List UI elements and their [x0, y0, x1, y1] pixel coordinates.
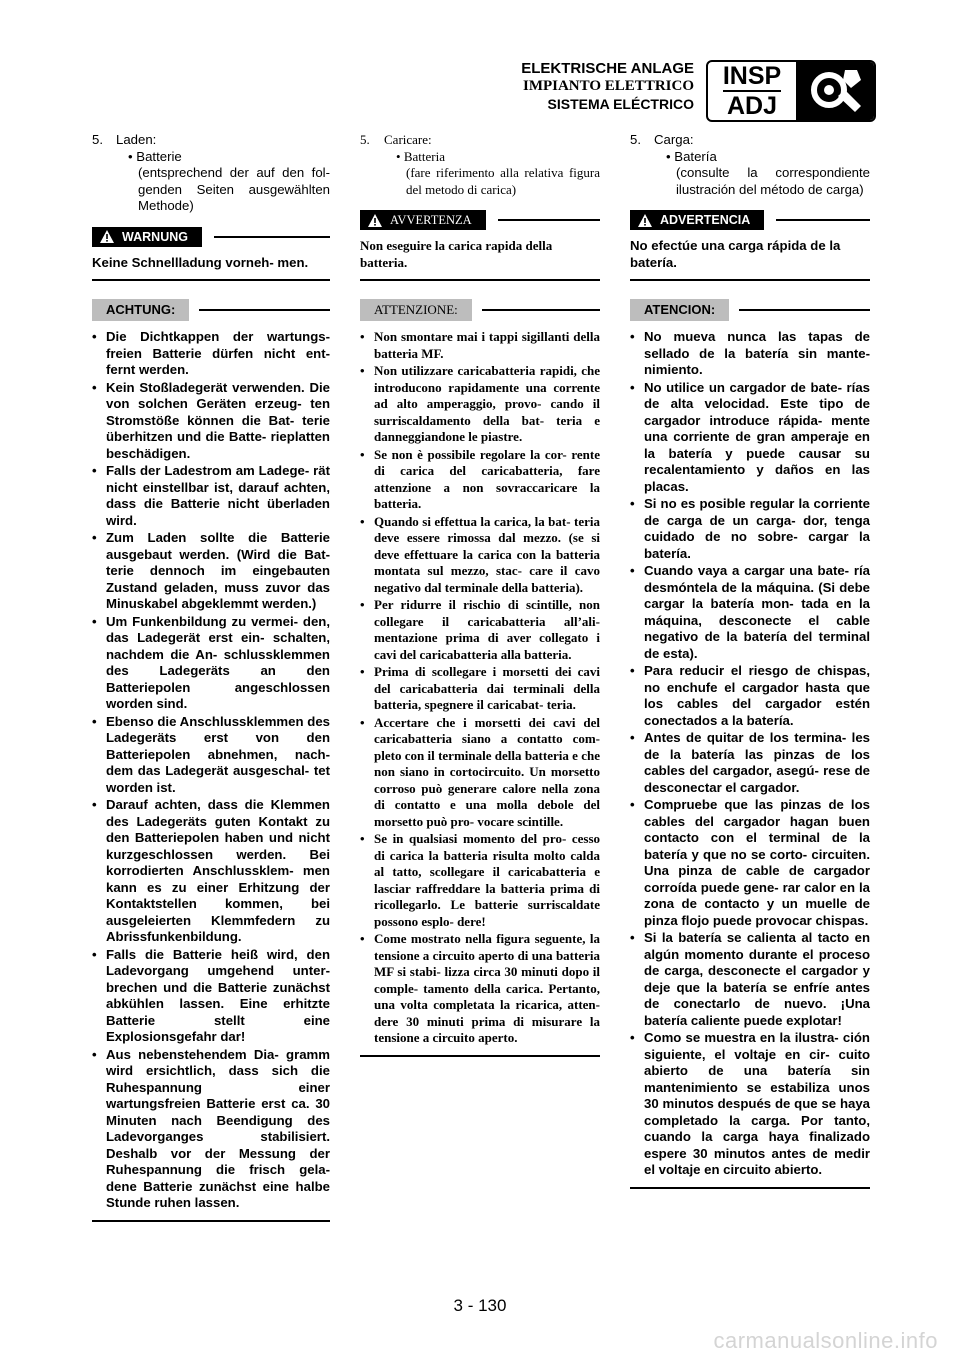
- list-item: • Non utilizzare caricabatteria rapidi, che introducono rapidamente una corrente ad alto amperaggio, provo- cando il surriscaldamento della bat- teria e danneggiandone le piastre.: [360, 363, 600, 446]
- step-charge: [92, 132, 330, 215]
- list-item: • Accertare che i morsetti dei cavi del caricabatteria siano a contatto com- pleto con il terminale della batteria e che non siano in cortocircuito. Un morsetto corroso può generare calore nella zona di contatto e una molla debole del morsetto può pro- vocare scintille.: [360, 715, 600, 831]
- step-sub-item: • Batteria: [396, 148, 445, 164]
- caution-box: [630, 299, 870, 1189]
- section-code-box: [706, 60, 876, 122]
- list-item: • Darauf achten, dass die Klemmen des Ladegeräts guten Kontakt zu den Batteriepolen haben und nicht kurzgeschlossen werden. Bei korrodierten Anschlussklem- men kann es zu einer Erhitzung der Kontaktstellen kommen, bei ausgeleierten Klemmfedern zu Abrissfunkenbildung.: [92, 797, 330, 946]
- section-code: [708, 62, 796, 120]
- caution-list: [630, 329, 870, 1179]
- list-item: • Non smontare mai i tappi sigillanti della batteria MF.: [360, 329, 600, 362]
- caution-box: [360, 299, 600, 1057]
- list-item: • Come mostrato nella figura seguente, la tensione a circuito aperto di una batteria MF si stabi- lizza circa 30 minuti dopo il comple- tamento della carica. Pertanto, una volta completata la ricarica, atten- dere 30 minuti prima di misurare la tensione a circuito aperto.: [360, 931, 600, 1047]
- list-item: • Um Funkenbildung zu vermei- den, das Ladegerät erst ein- schalten, nachdem die An- schlussklemmen des Ladegeräts an den Batteriepolen angeschlossen worden sind.: [92, 614, 330, 713]
- step-sub-item: • Batterie: [128, 148, 182, 164]
- section-title-es: SISTEMA ELÉCTRICO: [547, 96, 694, 112]
- warning-text: No efectúe una carga rápida de la batería.: [630, 238, 841, 270]
- step-number: 5.: [92, 132, 103, 147]
- section-title-de: ELEKTRISCHE ANLAGE: [521, 60, 694, 77]
- warning-box: [630, 210, 870, 281]
- list-item: • Para reducir el riesgo de chispas, no enchufe el cargador hasta que los cables del cargador estén conectados a la batería.: [630, 663, 870, 729]
- list-item: • Compruebe que las pinzas de los cables del cargador hagan buen contacto con el terminal de la batería y que no se corto- circuiten. Una pinza de cable de cargador corroída puede gene- rar calor en la zona de contacto y un muelle de pinza flojo puede provocar chispas.: [630, 797, 870, 929]
- list-item: • Quando si effettua la carica, la bat- teria deve essere rimossa dal mezzo. (se si deve effettuare la carica con la batteria montata sul mezzo, stac- care il cavo negativo dal terminale della batteria).: [360, 514, 600, 597]
- caution-label: ACHTUNG:: [92, 299, 189, 321]
- list-item: • Falls die Batterie heiß wird, den Ladevorgang umgehend unter- brechen und die Batterie zunächst abkühlen lassen. Eine erhitzte Batterie stellt eine Explosionsgefahr dar!: [92, 947, 330, 1046]
- step-number: 5.: [360, 132, 370, 147]
- warning-label: AVVERTENZA: [360, 210, 486, 230]
- section-code-top: INSP: [722, 62, 782, 90]
- caution-label: ATTENZIONE:: [360, 299, 472, 321]
- warning-label: ADVERTENCIA: [630, 210, 764, 230]
- column-german: [92, 132, 330, 1222]
- list-item: • No utilice un cargador de bate- rías de alta velocidad. Este tipo de cargador introduce rápida- mente una corriente de gran amperaje en la batería y puede causar su recalentamiento y daños en las placas.: [630, 380, 870, 496]
- list-item: • Si la batería se calienta al tacto en algún momento durante el proceso de carga, desconecte el cargador y deje que la batería se enfríe antes de conectarlo de nuevo. ¡Una batería caliente puede explotar!: [630, 930, 870, 1029]
- list-item: • Cuando vaya a cargar una bate- ría desmóntela de la máquina. (Si debe cargar la batería mon- tada en la máquina, desconecte el cable negativo de la batería del terminal de esta).: [630, 563, 870, 662]
- warning-triangle-icon: [368, 214, 382, 227]
- step-title: Laden:: [116, 132, 157, 147]
- warning-box: [360, 210, 600, 281]
- warning-box: [92, 227, 330, 282]
- step-title: Caricare:: [384, 132, 432, 147]
- caution-list: [360, 329, 600, 1047]
- list-item: • Aus nebenstehendem Dia- gramm wird ersichtlich, dass sich die Ruhespannung einer wartungsfreien Batterie erst ca. 30 Minuten nach Beendigung des Ladevorganges stabilisiert. Deshalb vor der Messung der Ruhespannung die frisch gela- dene Batterie zunächst eine halbe Stunde ruhen lassen.: [92, 1047, 330, 1212]
- caution-list: [92, 329, 330, 1212]
- list-item: • Antes de quitar de los termina- les de la batería las pinzas de los cables del cargador, asegú- rese de desconectar el cargador.: [630, 730, 870, 796]
- warning-triangle-icon: [100, 230, 114, 243]
- section-code-bottom: ADJ: [726, 92, 777, 120]
- section-title-it: IMPIANTO ELETTRICO: [522, 78, 694, 94]
- watermark: carmanualsonline.info: [713, 1328, 938, 1353]
- step-charge: [360, 132, 600, 198]
- list-item: • Prima di scollegare i morsetti dei cavi del caricabatteria dai terminali della batteria, spegnere il caricabat- teria.: [360, 664, 600, 714]
- step-sub-note: (fare riferimento alla relativa figura del metodo di carica): [406, 165, 600, 197]
- section-titles: [521, 60, 694, 113]
- list-item: • Per ridurre il rischio di scintille, non collegare il caricabatteria all’ali- mentazione prima di aver collegato i cavi del caricabatteria alla batteria.: [360, 597, 600, 663]
- step-title: Carga:: [654, 132, 694, 147]
- list-item: • Se in qualsiasi momento del pro- cesso di carica la batteria risulta molto calda al tatto, scollegare il caricabatteria e lasciar raffreddare la batteria prima di ricollegarlo. Le batterie surriscaldate possono esplo- dere!: [360, 831, 600, 930]
- page-number: 3 - 130: [453, 1296, 507, 1315]
- column-spanish: [630, 132, 870, 1189]
- list-item: • Si no es posible regular la corriente de carga de un carga- dor, tenga cuidado de no sobre- cargar la batería.: [630, 496, 870, 562]
- step-sub-note: (entsprechend der auf den fol- genden Seiten ausgewählten Methode): [138, 165, 330, 213]
- list-item: • Zum Laden sollte die Batterie ausgebaut werden. (Wird die Bat- terie dennoch im eingebauten Zustand geladen, muss zuvor das Minuskabel abgeklemmt werden.): [92, 530, 330, 613]
- list-item: • Falls der Ladestrom am Ladege- rät nicht einstellbar ist, darauf achten, dass die Batterie nicht überladen wird.: [92, 463, 330, 529]
- warning-label: WARNUNG: [92, 227, 202, 247]
- list-item: • Se non è possibile regolare la cor- rente di carica del caricabatteria, fare attenzione a non sovraccaricare la batteria.: [360, 447, 600, 513]
- list-item: • Die Dichtkappen der wartungs- freien Batterie dürfen nicht ent- fernt werden.: [92, 329, 330, 379]
- warning-triangle-icon: [638, 214, 652, 227]
- list-item: • No mueva nunca las tapas de sellado de la batería sin mante- nimiento.: [630, 329, 870, 379]
- step-charge: [630, 132, 870, 198]
- wrench-inspection-icon: [796, 62, 874, 120]
- step-sub-note: (consulte la correspondiente ilustración del método de carga): [676, 165, 870, 197]
- column-italian: [360, 132, 600, 1057]
- step-number: 5.: [630, 132, 641, 147]
- step-sub-item: • Batería: [666, 148, 717, 164]
- list-item: • Kein Stoßladegerät verwenden. Die von solchen Geräten erzeug- ten Stromstöße können die Bat- terie überhitzen und die Batte- rieplatten beschädigen.: [92, 380, 330, 463]
- caution-label: ATENCION:: [630, 299, 729, 321]
- list-item: • Como se muestra en la ilustra- ción siguiente, el voltaje en cir- cuito abierto de una batería sin mantenimiento se estabiliza unos 30 minutos después de que se haya completado la carga. Por tanto, cuando la carga haya finalizado espere 30 minutos antes de medir el voltaje en circuito abierto.: [630, 1030, 870, 1179]
- list-item: • Ebenso die Anschlussklemmen des Ladegeräts erst von den Batteriepolen abnehmen, nach- dem das Ladegerät ausgeschal- tet worden ist.: [92, 714, 330, 797]
- caution-box: [92, 299, 330, 1222]
- warning-text: Non eseguire la carica rapida della batteria.: [360, 238, 553, 270]
- warning-text: Keine Schnellladung vorneh- men.: [92, 254, 309, 270]
